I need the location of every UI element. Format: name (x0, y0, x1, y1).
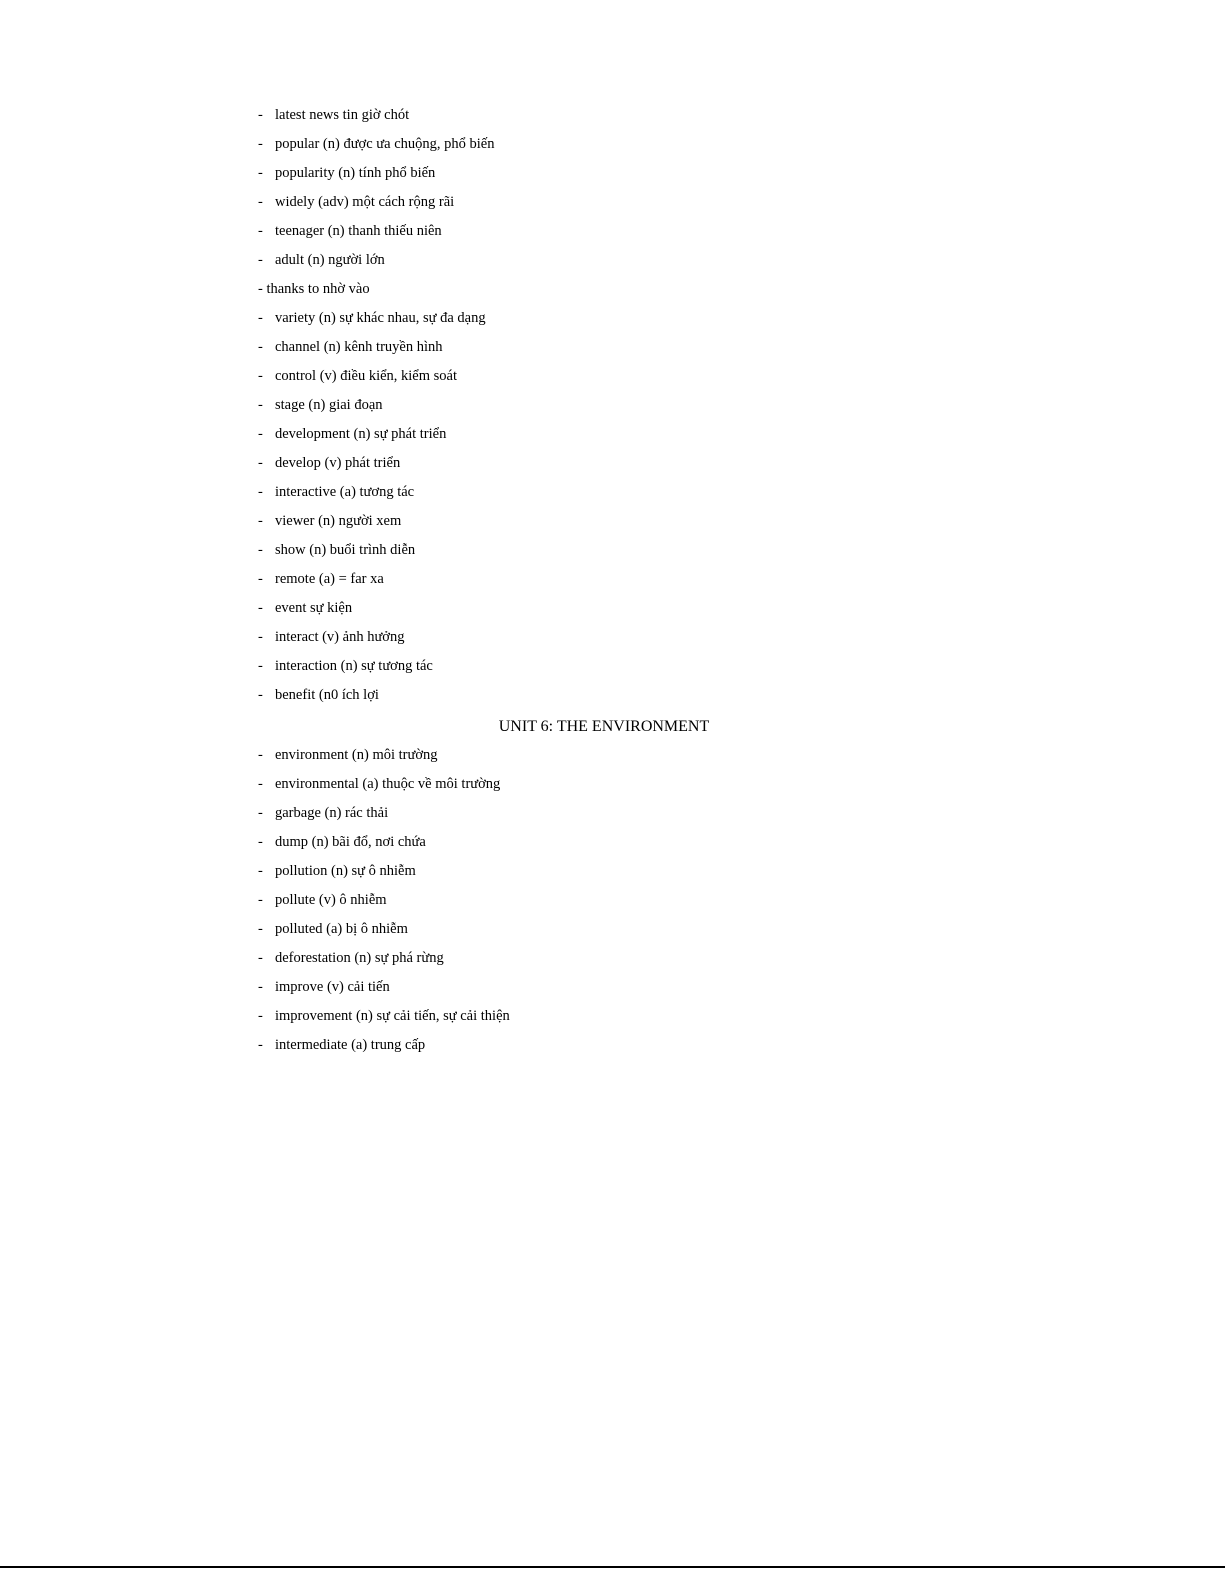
vocabulary-entry-text: pollute (v) ô nhiễm (275, 892, 387, 908)
list-bullet-dash: - (258, 397, 263, 413)
vocabulary-list-unit-6 (0, 741, 1225, 1060)
vocabulary-entry-text: latest news tin giờ chót (275, 107, 410, 123)
vocabulary-entry-text: widely (adv) một cách rộng rãi (275, 194, 455, 210)
vocabulary-list-unit-5 (0, 101, 1225, 710)
vocabulary-entry (0, 1002, 1225, 1031)
vocabulary-entry (0, 159, 1225, 188)
vocabulary-entry (0, 681, 1225, 710)
list-bullet-dash: - (258, 136, 263, 152)
vocabulary-entry-text: develop (v) phát triển (275, 455, 401, 471)
list-bullet-dash: - (258, 687, 263, 703)
list-bullet-dash: - (258, 834, 263, 850)
vocabulary-entry (0, 857, 1225, 886)
vocabulary-entry (0, 915, 1225, 944)
vocabulary-entry (0, 246, 1225, 275)
list-bullet-dash: - (258, 455, 263, 471)
list-bullet-dash: - (258, 107, 263, 123)
vocabulary-entry-text: event sự kiện (275, 600, 353, 616)
list-bullet-dash: - (258, 600, 263, 616)
vocabulary-entry (0, 391, 1225, 420)
vocabulary-entry-text: deforestation (n) sự phá rừng (275, 950, 444, 966)
vocabulary-entry-text: adult (n) người lớn (275, 252, 385, 268)
vocabulary-entry-text: garbage (n) rác thải (275, 805, 389, 821)
list-bullet-dash: - (258, 776, 263, 792)
vocabulary-entry-text: teenager (n) thanh thiếu niên (275, 223, 442, 239)
vocabulary-entry-text: viewer (n) người xem (275, 513, 402, 529)
vocabulary-entry (0, 770, 1225, 799)
vocabulary-entry-text: popular (n) được ưa chuộng, phổ biến (275, 136, 495, 152)
vocabulary-entry (0, 362, 1225, 391)
vocabulary-entry (0, 101, 1225, 130)
vocabulary-entry (0, 741, 1225, 770)
vocabulary-entry-text: intermediate (a) trung cấp (275, 1037, 426, 1053)
vocabulary-entry-text: remote (a) = far xa (275, 571, 384, 587)
vocabulary-entry-text: variety (n) sự khác nhau, sự đa dạng (275, 310, 486, 326)
vocabulary-entry-text: polluted (a) bị ô nhiễm (275, 921, 408, 937)
vocabulary-entry-text: control (v) điều kiển, kiểm soát (275, 368, 458, 384)
list-bullet-dash: - (258, 658, 263, 674)
vocabulary-entry-text: pollution (n) sự ô nhiễm (275, 863, 416, 879)
vocabulary-entry-text: improvement (n) sự cải tiến, sự cải thiện (275, 1008, 510, 1024)
list-bullet-dash: - (258, 165, 263, 181)
section-heading: UNIT 6: THE ENVIRONMENT (498, 718, 710, 735)
list-bullet-dash: - (258, 921, 263, 937)
vocabulary-entry (0, 944, 1225, 973)
vocabulary-entry-text: channel (n) kênh truyền hình (275, 339, 443, 355)
vocabulary-entry (0, 886, 1225, 915)
vocabulary-entry (0, 799, 1225, 828)
list-bullet-dash: - (258, 805, 263, 821)
vocabulary-entry (0, 217, 1225, 246)
vocabulary-entry (0, 594, 1225, 623)
vocabulary-entry (0, 420, 1225, 449)
vocabulary-entry-text: environment (n) môi trường (275, 747, 438, 763)
list-bullet-dash: - (258, 892, 263, 908)
vocabulary-entry-text: - thanks to nhờ vào (258, 281, 370, 297)
page-bottom-rule (0, 1566, 1225, 1568)
vocabulary-entry-text: stage (n) giai đoạn (275, 397, 383, 413)
list-bullet-dash: - (258, 194, 263, 210)
list-bullet-dash: - (258, 1008, 263, 1024)
vocabulary-entry (0, 130, 1225, 159)
list-bullet-dash: - (258, 368, 263, 384)
vocabulary-entry (0, 565, 1225, 594)
list-bullet-dash: - (258, 950, 263, 966)
vocabulary-entry-text: environmental (a) thuộc về môi trường (275, 776, 501, 792)
vocabulary-entry (0, 449, 1225, 478)
list-bullet-dash: - (258, 484, 263, 500)
vocabulary-entry (0, 652, 1225, 681)
list-bullet-dash: - (258, 629, 263, 645)
list-bullet-dash: - (258, 310, 263, 326)
list-bullet-dash: - (258, 863, 263, 879)
vocabulary-entry-text: popularity (n) tính phổ biến (275, 165, 436, 181)
vocabulary-entry-text: development (n) sự phát triển (275, 426, 447, 442)
vocabulary-entry-text: dump (n) bãi đổ, nơi chứa (275, 834, 426, 850)
vocabulary-entry (0, 333, 1225, 362)
list-bullet-dash: - (258, 513, 263, 529)
vocabulary-entry-text: interactive (a) tương tác (275, 484, 415, 500)
vocabulary-entry (0, 478, 1225, 507)
vocabulary-entry (0, 536, 1225, 565)
list-bullet-dash: - (258, 571, 263, 587)
list-bullet-dash: - (258, 979, 263, 995)
vocabulary-entry (0, 275, 1225, 304)
vocabulary-entry (0, 1031, 1225, 1060)
vocabulary-entry (0, 623, 1225, 652)
vocabulary-entry-text: improve (v) cải tiến (275, 979, 390, 995)
list-bullet-dash: - (258, 339, 263, 355)
vocabulary-entry (0, 507, 1225, 536)
vocabulary-entry-text: benefit (n0 ích lợi (275, 687, 379, 703)
list-bullet-dash: - (258, 252, 263, 268)
list-bullet-dash: - (258, 542, 263, 558)
vocabulary-entry (0, 188, 1225, 217)
vocabulary-entry (0, 973, 1225, 1002)
vocabulary-entry-text: interact (v) ảnh hưởng (275, 629, 405, 645)
list-bullet-dash: - (258, 1037, 263, 1053)
vocabulary-entry (0, 828, 1225, 857)
vocabulary-entry-text: interaction (n) sự tương tác (275, 658, 433, 674)
list-bullet-dash: - (258, 223, 263, 239)
vocabulary-entry-text: show (n) buổi trình diễn (275, 542, 416, 558)
list-bullet-dash: - (258, 747, 263, 763)
list-bullet-dash: - (258, 426, 263, 442)
vocabulary-entry (0, 304, 1225, 333)
